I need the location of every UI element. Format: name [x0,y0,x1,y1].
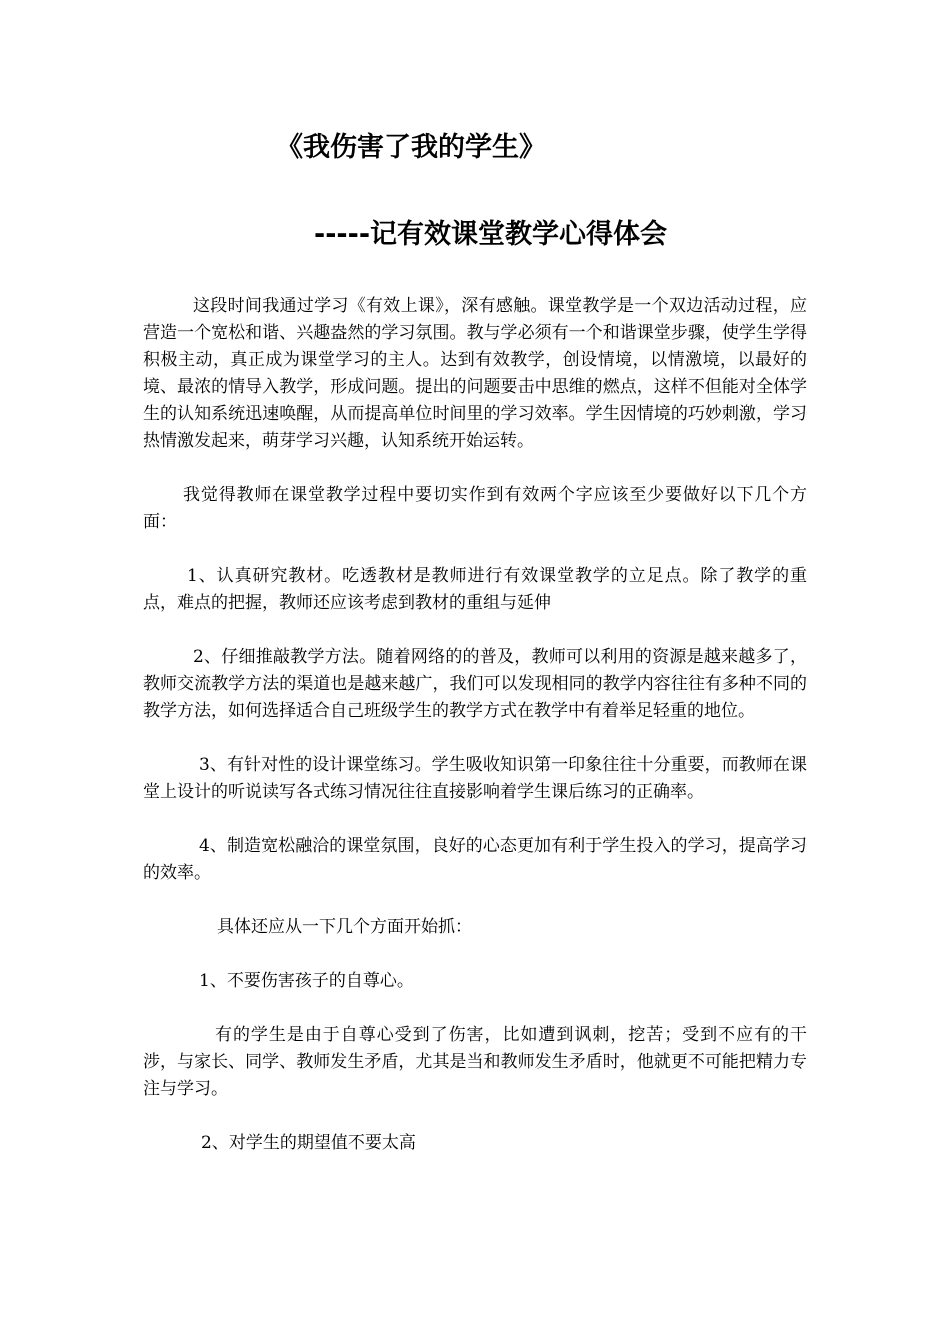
paragraph-specific-1: 1、不要伤害孩子的自尊心。 [199,971,414,991]
paragraph-point-4: 4、制造宽松融洽的课堂氛围，良好的心态更加有利于学生投入的学习，提高学习的效率。 [143,836,807,883]
paragraph-specific-2: 2、对学生的期望值不要太高 [201,1133,416,1153]
paragraph-aspects-lead: 我觉得教师在课堂教学过程中要切实作到有效两个字应该至少要做好以下几个方面： [143,485,807,532]
document-subtitle: -----记有效课堂教学心得体会 [314,219,668,250]
paragraph-specific-1-detail: 有的学生是由于自尊心受到了伤害，比如遭到讽刺，挖苦；受到不应有的干涉，与家长、同学、教师发生矛盾，尤其是当和教师发生矛盾时，他就更不可能把精力专注与学习。 [143,1025,807,1099]
paragraph-intro: 这段时间我通过学习《有效上课》，深有感触。课堂教学是一个双边活动过程，应营造一个宽松和谐、兴趣盎然的学习氛围。教与学必须有一个和谐课堂步骤，使学生学得积极主动，真正成为课堂学习的主人。达到有效教学，创设情境，以情激境，以最好的境、最浓的情导入教学，形成问题。提出的问题要击中思维的燃点，这样不但能对全体学生的认知系统迅速唤醒，从而提高单位时间里的学习效率。学生因情境的巧妙刺激，学习热情激发起来，萌芽学习兴趣，认知系统开始运转。 [143,296,807,451]
paragraph-point-3: 3、有针对性的设计课堂练习。学生吸收知识第一印象往往十分重要，而教师在课堂上设计的听说读写各式练习情况往往直接影响着学生课后练习的正确率。 [143,755,807,802]
document-body [143,293,807,1157]
document-title: 《我伤害了我的学生》 [276,132,546,163]
paragraph-point-1: 1、认真研究教材。吃透教材是教师进行有效课堂教学的立足点。除了教学的重点，难点的把握，教师还应该考虑到教材的重组与延伸 [143,566,807,613]
paragraph-point-2: 2、仔细推敲教学方法。随着网络的的普及，教师可以利用的资源是越来越多了，教师交流教学方法的渠道也是越来越广，我们可以发现相同的教学内容往往有多种不同的教学方法，如何选择适合自己班级学生的教学方式在教学中有着举足轻重的地位。 [143,647,807,721]
paragraph-specifics-lead: 具体还应从一下几个方面开始抓： [217,917,472,937]
